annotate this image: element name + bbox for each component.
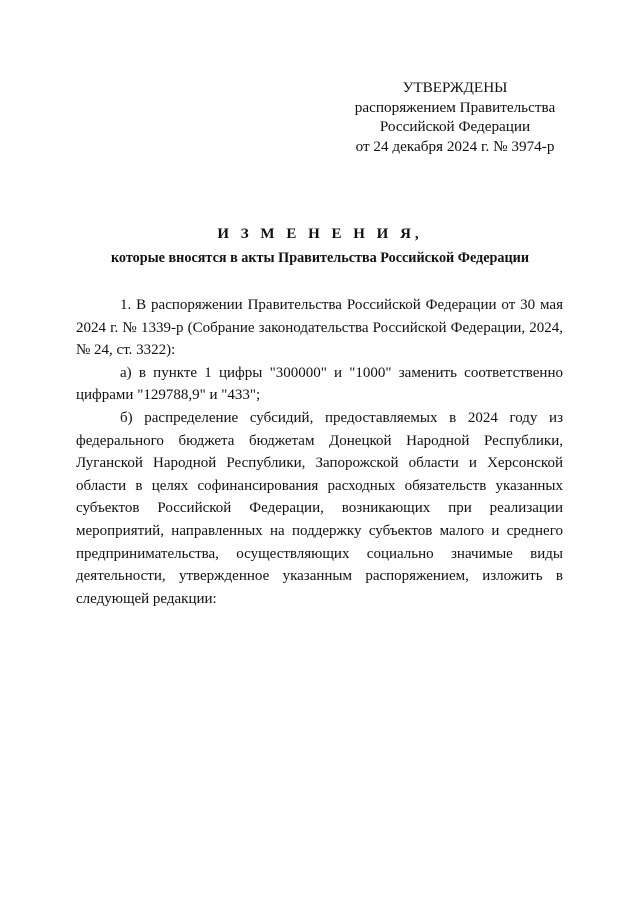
approval-block [340,78,570,156]
approval-line-1: распоряжением Правительства [354,98,556,116]
document-title: И З М Е Н Е Н И Я, [217,226,423,242]
paragraph-1: 1. В распоряжении Правительства Российской Федерации от 30 мая 2024 г. № 1339-р (Собрание законодательства Российской Федерации, 2024, № 24, ст. 3322): [76,297,563,359]
approval-heading: УТВЕРЖДЕНЫ [402,79,508,96]
approval-line-3: от 24 декабря 2024 г. № 3974-р [355,137,555,155]
document-subtitle: которые вносятся в акты Правительства Российской Федерации [110,250,530,266]
document-body [76,294,563,610]
paragraph-b: б) распределение субсидий, предоставляемых в 2024 году из федерального бюджета бюджетам Донецкой Народной Республики, Луганской Народной Республики, Запорожской области и Херсонской области в целях софинансирования расходных обязательств указанных субъектов Российской Федерации, возникающих при реализации мероприятий, направленных на поддержку субъектов малого и среднего предпринимательства, осуществляющих социально значимые виды деятельности, утвержденное указанным распоряжением, изложить в следующей редакции: [76,409,563,607]
approval-line-2: Российской Федерации [379,118,531,135]
paragraph-a: а) в пункте 1 цифры "300000" и "1000" заменить соответственно цифрами "129788,9" и "433"; [76,364,563,404]
